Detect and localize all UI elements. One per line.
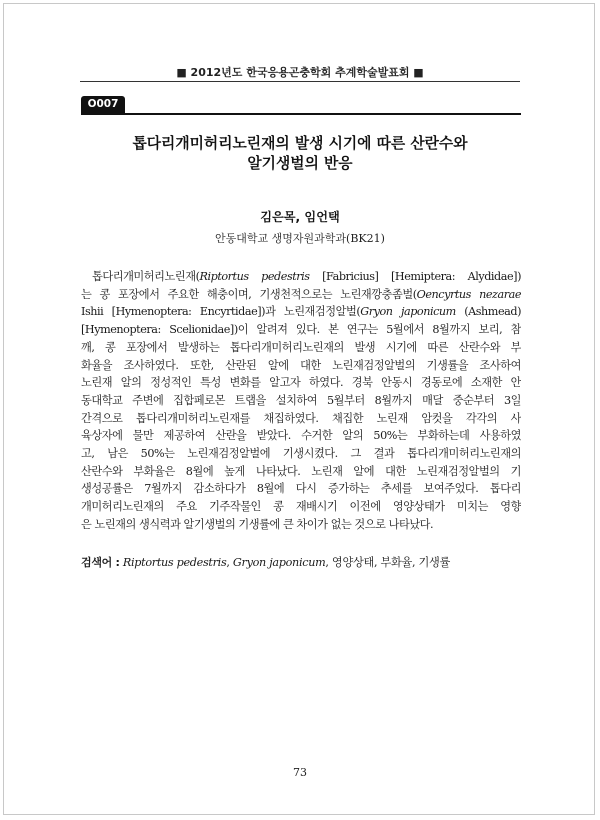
abstract-line: 화율을 조사하였다. 또한, 산란된 알에 대한 노린재검정알벌의 기생률을 조사하여: [81, 358, 521, 372]
conference-header: ■ 2012년도 한국응용곤충학회 추계학술발표회 ■: [176, 66, 424, 79]
abstract-line: 은 노린재의 생식력과 알기생벌의 기생률에 큰 차이가 없는 것으로 나타났다.: [81, 517, 434, 531]
header-rule: [80, 81, 520, 82]
keywords: [81, 554, 521, 570]
badge-rule: [81, 113, 521, 115]
title-line-2: 알기생벌의 반응: [247, 155, 353, 172]
abstract-line: 육상자에 물만 제공하여 산란을 받았다. 수거한 알의 50%는 부화하는데 사용하였: [81, 429, 521, 443]
title-line-1: 톱다리개미허리노린재의 발생 시기에 따른 산란수와: [132, 135, 468, 152]
paper-id-badge: O007: [81, 96, 125, 113]
abstract-line: Ishii [Hymenoptera: Encyrtidae])과 노린재검정알벌(Gryon japonicum (Ashmead): [81, 305, 521, 319]
keywords-label: 검색어 :: [81, 556, 120, 569]
keywords-text: Riptortus pedestris, Gryon japonicum, 영양상태, 부화율, 기생률: [122, 556, 451, 569]
page-number: 73: [293, 766, 307, 779]
abstract-line: 간격으로 톱다리개미허리노린재를 채집하였다. 채집한 노린재 암컷을 각각의 사: [81, 411, 521, 425]
authors: 김은목, 임언택: [260, 210, 340, 224]
abstract-line: 톱다리개미허리노린재(Riptortus pedestris [Fabricius] [Hemiptera: Alydidae]): [92, 270, 521, 283]
abstract-line: 는 콩 포장에서 주요한 해충이며, 기생천적으로는 노린재깡충좀벌(Oencyrtus nezarae: [81, 287, 521, 301]
abstract-line: 깨, 콩 포장에서 발생하는 톱다리개미허리노린재의 발생 시기에 따른 산란수와 부: [81, 340, 521, 354]
abstract-line: 산란수와 부화율은 8월에 높게 나타났다. 노린재 알에 대한 노린재검정알벌의 기: [81, 464, 521, 478]
affiliation: 안동대학교 생명자원과학과(BK21): [215, 232, 385, 245]
abstract-line: 개미허리노린재의 주요 기주작물인 콩 재배시기 이전에 영양상태가 미치는 영향: [81, 500, 521, 514]
abstract-line: 생성공률은 7월까지 감소하다가 8월에 다시 증가하는 추세를 보여주었다. 톱다리: [81, 482, 521, 496]
paper-title: [60, 134, 540, 174]
abstract-body: [81, 268, 521, 534]
abstract-line: 노린재 알의 정성적인 특성 변화를 알고자 하였다. 경북 안동시 경동로에 소재한 안: [81, 376, 521, 390]
abstract-line: [Hymenoptera: Scelionidae])이 알려져 있다. 본 연구는 5월에서 8월까지 보리, 참: [81, 323, 521, 337]
abstract-line: 동대학교 주변에 집합페로몬 트랩을 설치하여 5월부터 8월까지 매달 중순부터 3일: [81, 393, 521, 407]
abstract-line: 고, 남은 50%는 노린재검정알벌에 기생시켰다. 그 결과 톱다리개미허리노린재의: [81, 447, 521, 461]
